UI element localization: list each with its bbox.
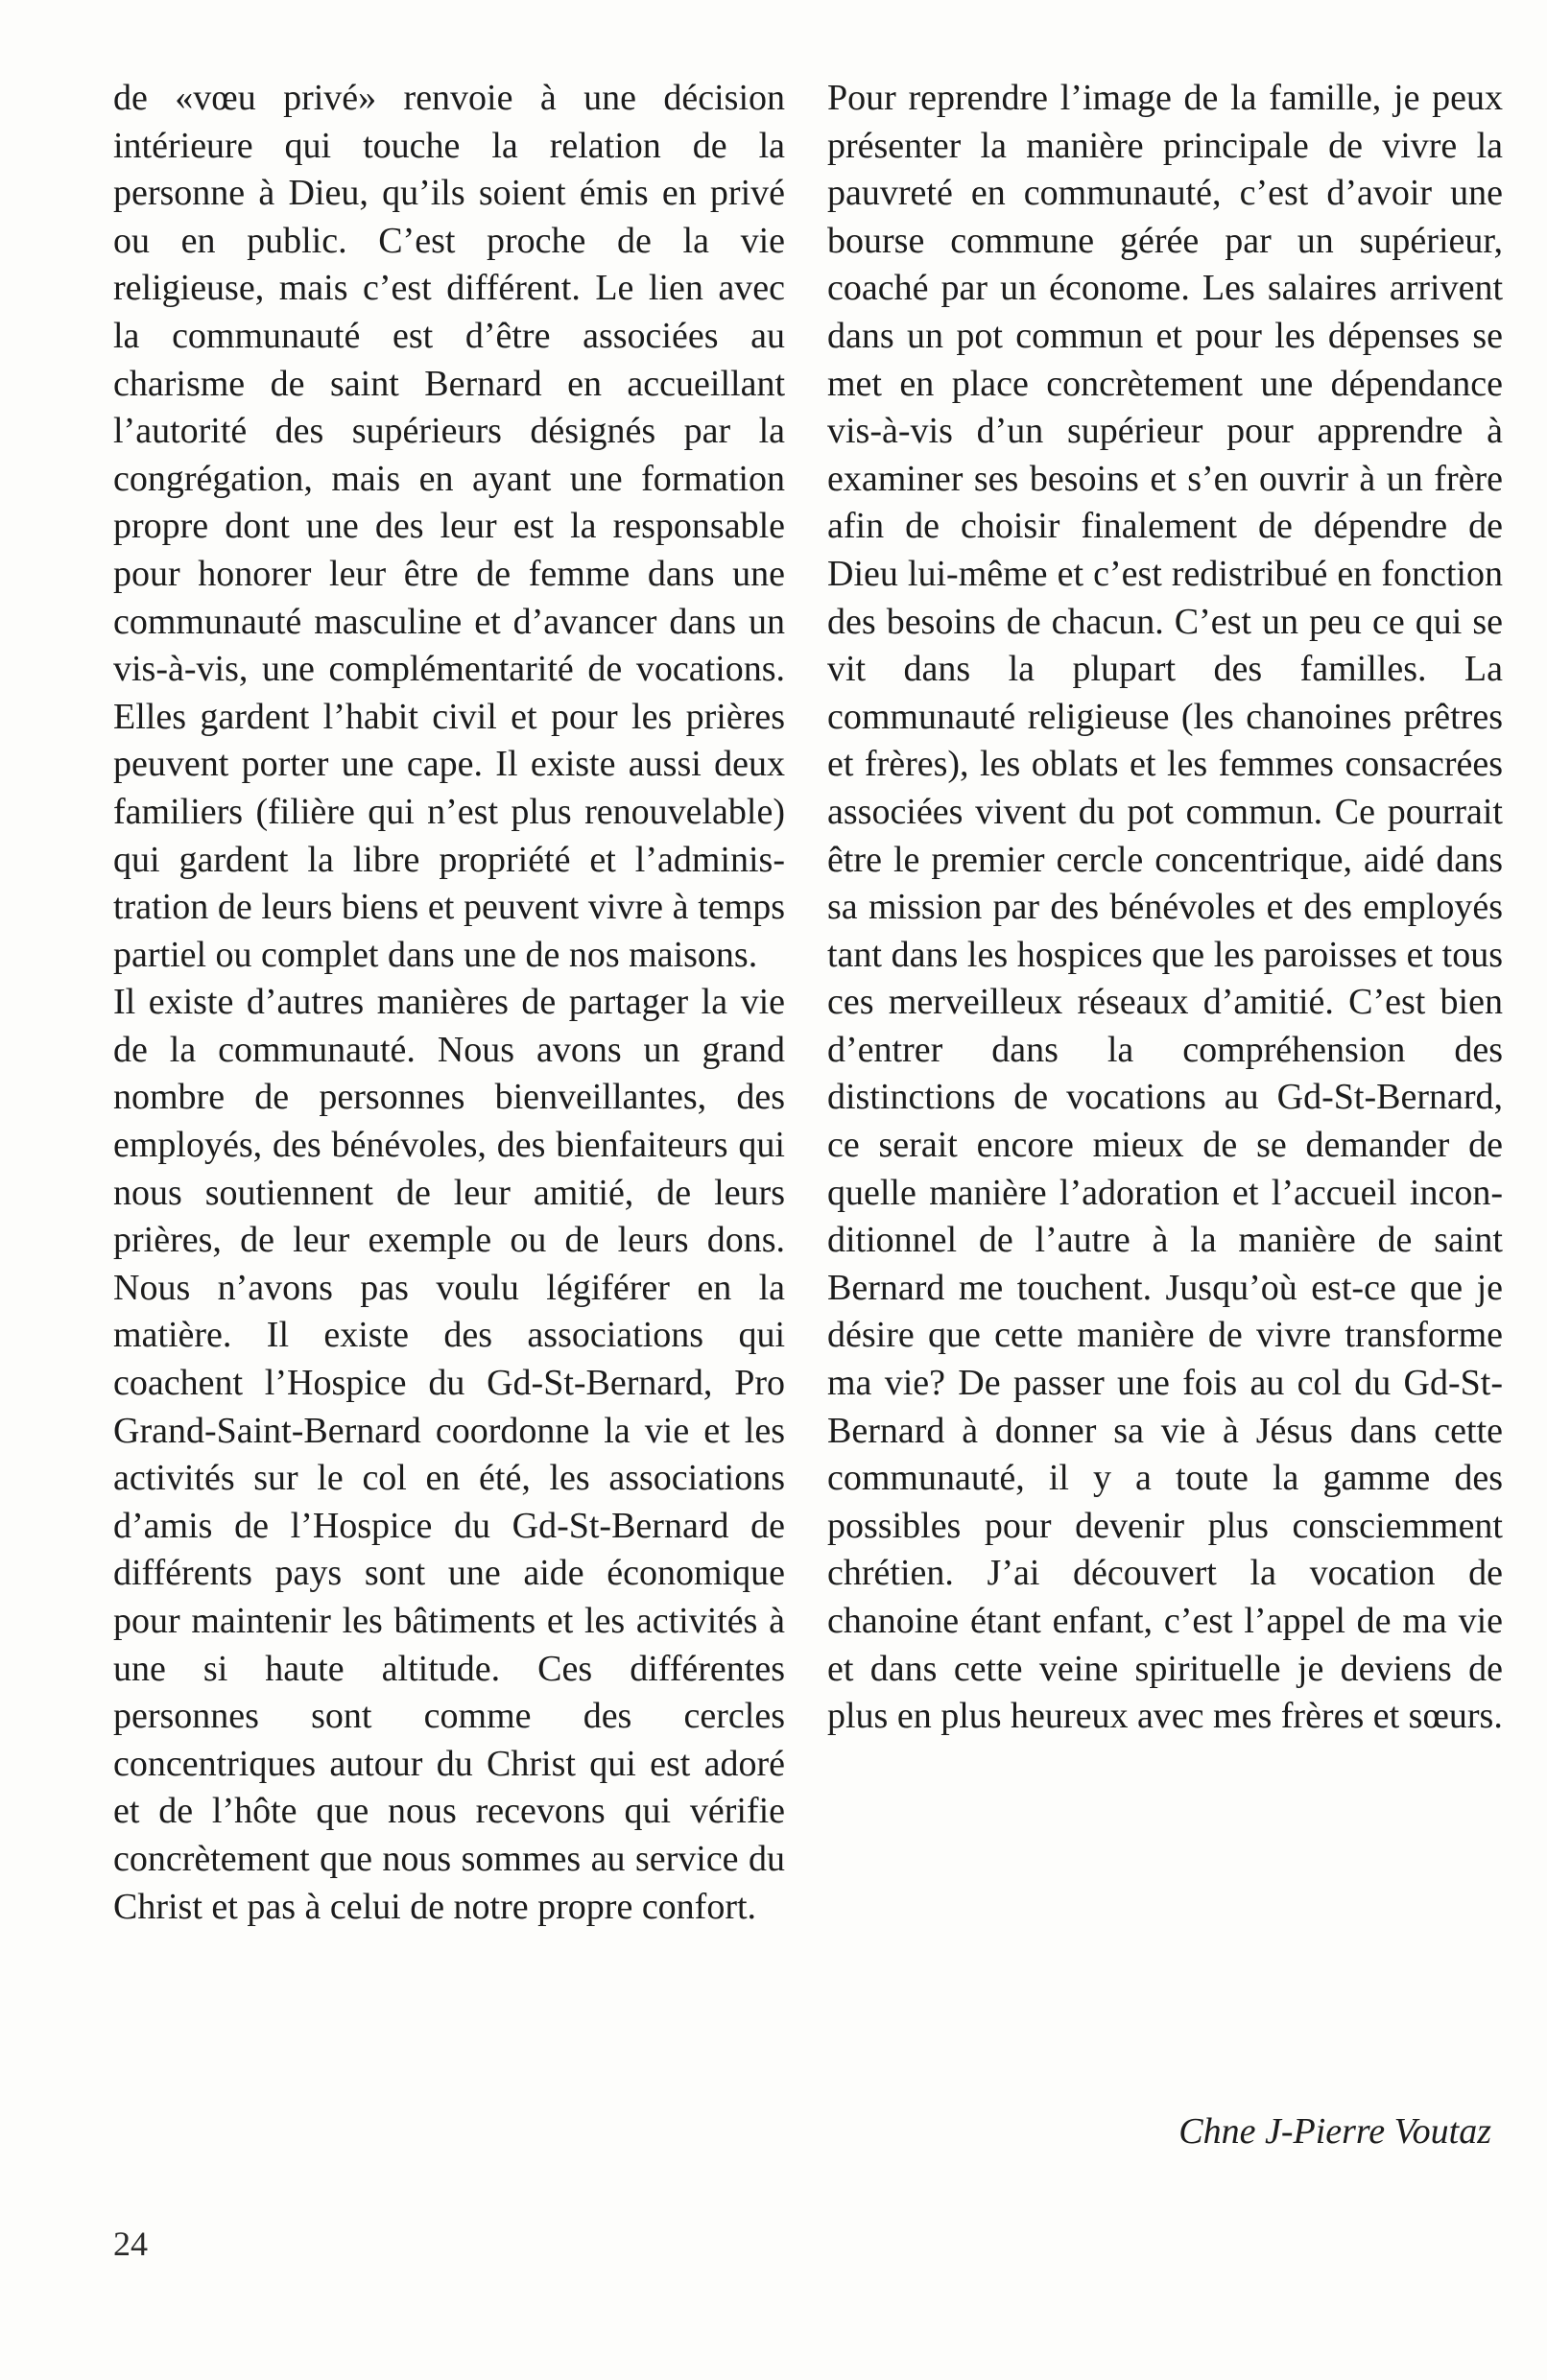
paragraph: de «vœu privé» renvoie à une décision intérieure qui touche la relation de la personne à Dieu, qu’ils soient émis en privé ou en public. C’est proche de la vie religieuse, mais c’est différent. Le lien avec la communauté est d’être associées au charisme de saint Bernard en accueillant l’autorité des supérieurs désignés par la congrégation, mais en ayant une formation propre dont une des leur est la responsable pour honorer leur être de femme dans une communauté masculine et d’avancer dans un vis-à-vis, une complémentarité de vocations. Elles gardent l’habit civil et pour les prières peuvent porter une cape. Il existe aussi deux familiers (filière qui n’est plus renouvelable) qui gardent la libre propriété et l’administration de leurs biens et peuvent vivre à temps partiel ou complet dans une de nos maisons. <box>113 78 785 975</box>
paragraph: Pour reprendre l’image de la famille, je peux présenter la manière principale de vivre la pauvreté en communauté, c’est d’avoir une bourse commune gérée par un supérieur, coaché par un économe. Les salaires arrivent dans un pot commun et pour les dépenses se met en place concrètement une dépendance vis-à-vis d’un supérieur pour apprendre à examiner ses besoins et s’en ouvrir à un frère afin de choisir finalement de dépendre de Dieu lui-même et c’est redistribué en fonction des besoins de chacun. C’est un peu ce qui se vit dans la plupart des familles. La communauté religieuse (les chanoines prêtres et frères), les oblats et les femmes consacrées associées vivent du pot commun. Ce pourrait être le premier cercle concentrique, aidé dans sa mission par des bénévoles et des employés tant dans les hospices que les paroisses et tous ces merveilleux réseaux d’amitié. C’est bien d’entrer dans la compréhension des distinctions de vocations au Gd-St-Bernard, ce serait encore mieux de se demander de quelle manière l’adoration et l’accueil inconditionnel de l’autre à la manière de saint Bernard me touchent. Jusqu’où est-ce que je désire que cette manière de vivre transforme ma vie? De passer une fois au col du Gd-St-Bernard à donner sa vie à Jésus dans cette communauté, il y a toute la gamme des possibles pour devenir plus consciemment chrétien. J’ai découvert la vocation de chanoine étant enfant, c’est l’appel de ma vie et dans cette veine spirituelle je deviens de plus en plus heureux avec mes frères et sœurs. <box>827 78 1503 1737</box>
right-column <box>827 75 1503 1741</box>
left-column <box>113 75 785 1931</box>
page-number: 24 <box>113 2225 148 2263</box>
author-signature: Chne J-Pierre Voutaz <box>1178 2111 1491 2152</box>
paragraph: Il existe d’autres manières de partager la vie de la communauté. Nous avons un grand nombre de personnes bienveillantes, des employés, des bénévoles, des bienfaiteurs qui nous soutiennent de leur amitié, de leurs prières, de leur exemple ou de leurs dons. Nous n’avons pas voulu légiférer en la matière. Il existe des associations qui coachent l’Hospice du Gd-St-Bernard, Pro Grand-Saint-Bernard coordonne la vie et les activités sur le col en été, les associations d’amis de l’Hospice du Gd-St-Bernard de différents pays sont une aide économique pour maintenir les bâtiments et les activités à une si haute altitude. Ces différentes personnes sont comme des cercles concentriques autour du Christ qui est adoré et de l’hôte que nous recevons qui vérifie concrètement que nous sommes au service du Christ et pas à celui de notre propre confort. <box>113 982 785 1927</box>
